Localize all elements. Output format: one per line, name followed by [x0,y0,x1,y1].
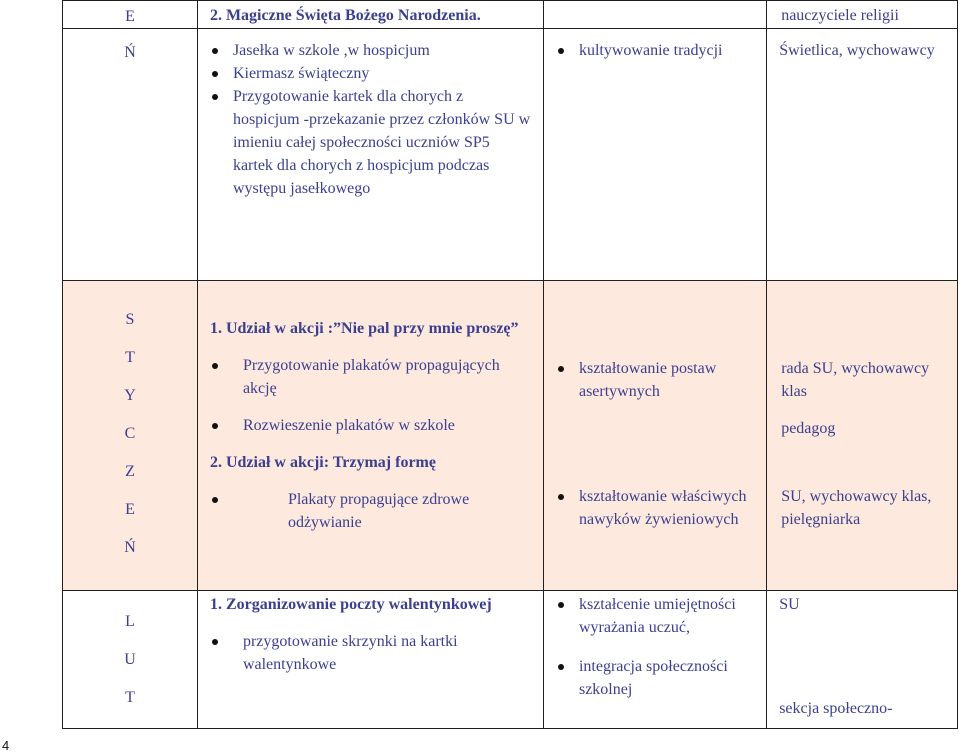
action-cell [197,591,543,729]
table-row [63,1,958,29]
action-list [198,630,523,676]
list-item: Rozwieszenie plakatów w szkole [198,414,523,437]
action-title: 2. Udział w akcji: Trzymaj formę [209,454,436,471]
month-letter: Ń [124,44,136,61]
goal-list [544,357,758,531]
action-title: 2. Magiczne Święta Bożego Narodzenia. [197,1,543,29]
list-item: Przygotowanie kartek dla chorych z hospicjum -przekazanie przez członków SU w imieniu całej społeczności uczniów SP5 kartek dla chorych z hospicjum podczas występu jasełkowego [198,85,533,200]
page-number: 4 [2,738,10,753]
list-item: kształtowanie postaw asertywnych [544,357,758,403]
action-cell [197,29,543,281]
list-item: kształtowanie właściwych nawyków żywieniowych [544,485,758,531]
month-letter: U [124,651,136,668]
month-letter: E [125,8,135,25]
list-item: Kiermasz świąteczny [198,62,533,85]
list-item: Jasełka w szkole ,w hospicjum [198,39,533,62]
action-list [198,354,523,437]
month-letter: C [124,425,136,442]
list-item: Przygotowanie plakatów propagujących akcję [198,354,523,400]
goal-cell [543,29,766,281]
goal-cell [543,281,766,591]
list-item: przygotowanie skrzynki na kartki walentynkowe [198,630,523,676]
list-item: kultywowanie tradycji [544,39,766,62]
people-text: SU [779,596,800,613]
action-cell [197,281,543,591]
table-row [63,281,958,591]
month-letter-cell [63,1,198,29]
action-title: 1. Zorganizowanie poczty walentynkowej [209,596,492,613]
month-letter: E [125,501,135,518]
list-item: Plakaty propagujące zdrowe odżywianie [198,488,523,534]
people-cell [767,281,958,591]
action-list [198,39,533,200]
month-letter-cell [63,281,198,591]
month-letter: Z [125,463,135,480]
month-letter-cell [63,591,198,729]
people-text: sekcja społeczno- [779,700,893,717]
plan-table [62,0,958,729]
goal-cell [543,591,766,729]
people-text: rada SU, wychowawcy klas [781,360,930,400]
table-row [63,591,958,729]
people-text: SU, wychowawcy klas, pielęgniarka [781,488,932,528]
month-letter: S [125,311,135,328]
people-text: pedagog [781,420,836,437]
table-row [63,29,958,281]
list-item: kształcenie umiejętności wyrażania uczuć, [544,593,758,639]
people-cell: Świetlica, wychowawcy [767,29,958,281]
goal-list [544,39,766,62]
list-item: integracja społeczności szkolnej [544,655,758,701]
action-title: 1. Udział w akcji :”Nie pal przy mnie proszę” [209,320,519,337]
month-letter: L [125,613,135,630]
month-letter: Ń [124,539,136,556]
goal-cell [543,1,766,29]
month-letter: T [125,689,135,706]
month-letter-cell [63,29,198,281]
people-cell: nauczyciele religii [767,1,958,29]
month-letter: T [125,349,135,366]
month-letter: Y [124,387,136,404]
action-list [198,488,523,534]
people-cell [767,591,958,729]
goal-list [544,593,758,701]
